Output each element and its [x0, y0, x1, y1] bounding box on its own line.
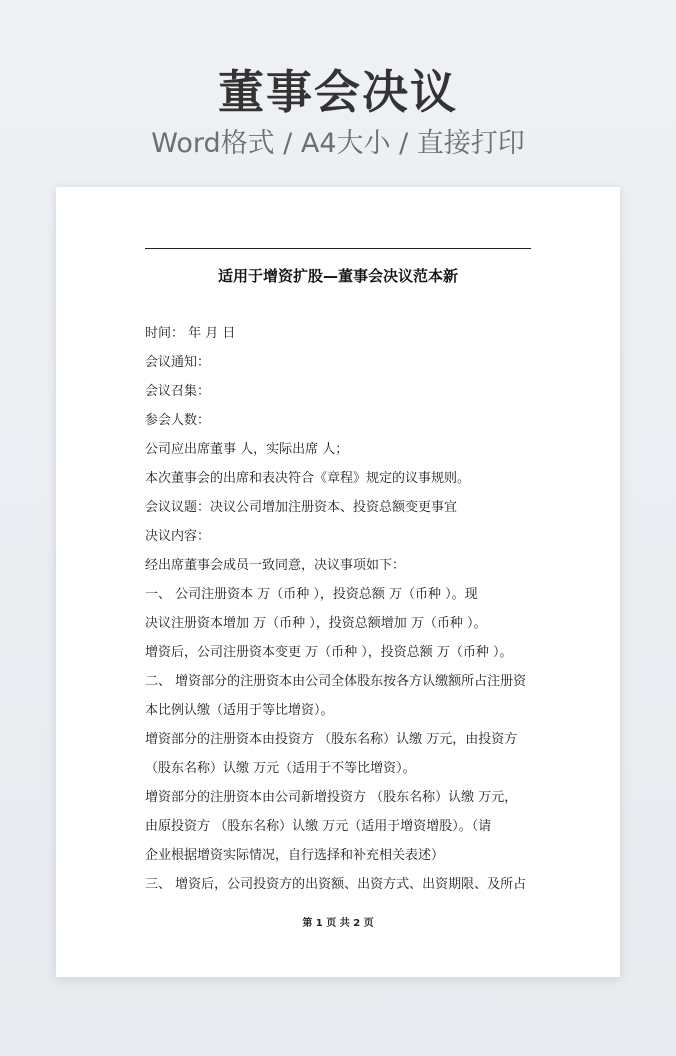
page-header — [0, 62, 676, 162]
document-body — [145, 319, 535, 899]
document-line: 会议召集： — [145, 384, 211, 399]
document-line: 本次董事会的出席和表决符合《章程》规定的议事规则。 — [145, 471, 471, 486]
document-line: 会议议题：决议公司增加注册资本、投资总额变更事宜 — [145, 500, 458, 515]
document-line: 增资部分的注册资本由投资方 （股东名称）认缴 万元，由投资方 — [145, 732, 518, 747]
document-line: 会议通知： — [145, 355, 211, 370]
document-line: 由原投资方 （股东名称）认缴 万元（适用于增资增股）。（请 — [145, 819, 492, 834]
document-line: （股东名称）认缴 万元（适用于不等比增资）。 — [145, 761, 416, 776]
document-line: 三、 增资后，公司投资方的出资额、出资方式、出资期限、及所占 — [145, 877, 527, 892]
document-preview — [56, 187, 620, 977]
document-title: 适用于增资扩股—董事会决议范本新 — [217, 267, 458, 285]
page-title: 董事会决议 — [218, 65, 458, 119]
document-line: 增资后，公司注册资本变更 万（币种 ），投资总额 万（币种 ）。 — [145, 645, 513, 660]
document-line: 企业根据增资实际情况，自行选择和补充相关表述） — [145, 848, 445, 863]
title-rule — [145, 248, 531, 249]
document-line: 经出席董事会成员一致同意，决议事项如下： — [145, 558, 406, 573]
document-line: 二、 增资部分的注册资本由公司全体股东按各方认缴额所占注册资 — [145, 674, 527, 689]
document-line: 本比例认缴（适用于等比增资）。 — [145, 703, 334, 718]
document-line: 一、 公司注册资本 万（币种 ），投资总额 万（币种 ）。现 — [145, 587, 478, 602]
document-line: 增资部分的注册资本由公司新增投资方 （股东名称）认缴 万元， — [145, 790, 518, 805]
document-line: 公司应出席董事 人，实际出席 人； — [145, 442, 349, 457]
document-line: 决议注册资本增加 万（币种 ），投资总额增加 万（币种 ）。 — [145, 616, 487, 631]
document-line: 时间： 年 月 日 — [145, 326, 236, 341]
document-line: 参会人数： — [145, 413, 211, 428]
page-number: 第 1 页 共 2 页 — [302, 918, 374, 929]
document-line: 决议内容： — [145, 529, 211, 544]
page-subtitle: Word格式 / A4大小 / 直接打印 — [151, 128, 525, 159]
